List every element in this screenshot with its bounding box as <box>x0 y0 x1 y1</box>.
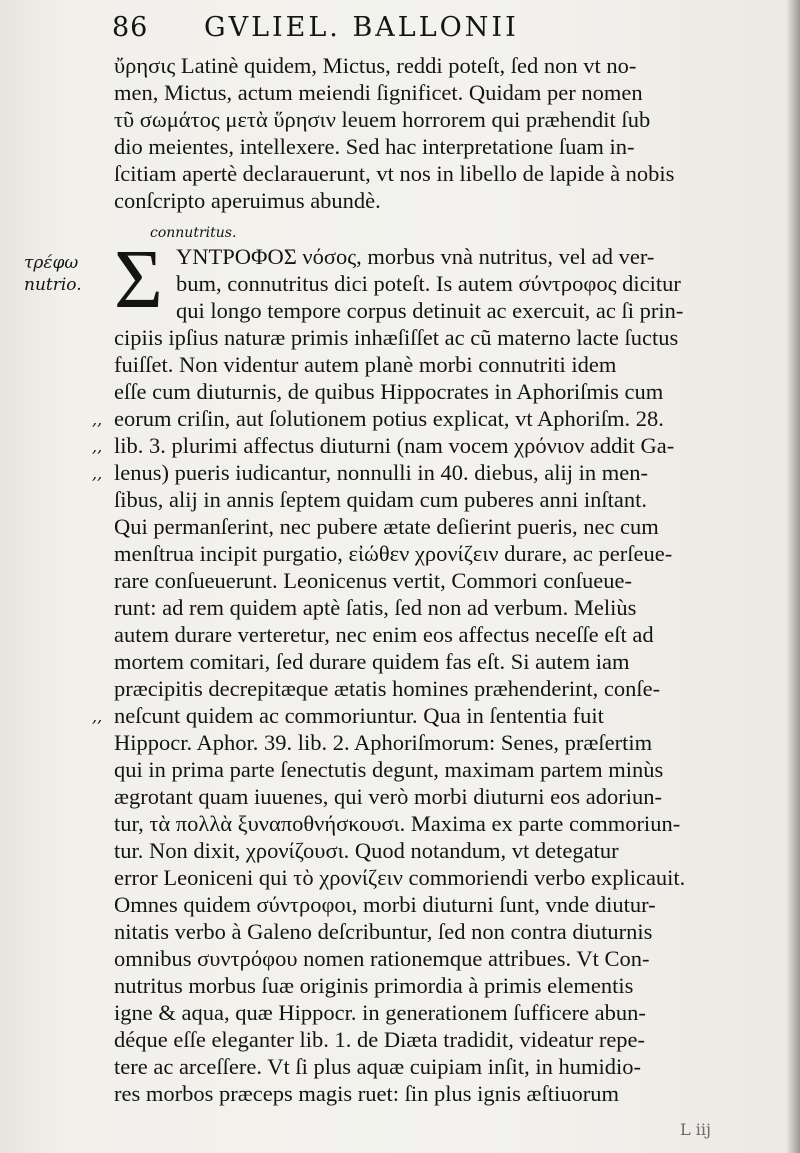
text-line: nitatis verbo à Galeno deſcribuntur, ſed non contra diuturnis <box>114 919 653 944</box>
marginal-quote-mark: ,, <box>92 437 103 456</box>
text-line: Qui permanſerint, nec pubere ætate deſierint pueris, nec cum <box>114 514 659 539</box>
text-line: déque eſſe eleganter lib. 1. de Diæta tradidit, videatur repe- <box>114 1027 646 1052</box>
signature-mark: L iij <box>680 1120 711 1139</box>
text-line: præcipitis decrepitæque ætatis homines præhenderint, conſe- <box>114 676 661 701</box>
paragraph-2 <box>114 243 750 1107</box>
text-line: dio meientes, intellexere. Sed hac interpretatione ſuam in- <box>114 134 635 159</box>
paragraph-1 <box>114 52 750 214</box>
text-line: bum, connutritus dici poteſt. Is autem σύντροφος dicitur <box>176 271 681 296</box>
marginal-quote-mark: ,, <box>92 464 103 483</box>
handwritten-margin-note <box>24 252 82 296</box>
text-line: mortem comitari, ſed durare quidem fas eſt. Si autem iam <box>114 649 630 674</box>
text-line: qui in prima parte ſenectutis degunt, maximam partem minùs <box>114 757 664 782</box>
running-title: GVLIEL. BALLONII <box>204 12 519 43</box>
margin-note-line: τρέφω <box>24 253 79 273</box>
text-line: τῦ σωμάτος μετὰ ὕρησιν leuem horrorem qui præhendit ſub <box>114 107 651 132</box>
text-line: eſſe cum diuturnis, de quibus Hippocrates in Aphoriſmis cum <box>114 379 664 404</box>
text-line: lib. 3. plurimi affectus diuturni (nam vocem χρόνιον addit Ga- <box>114 433 675 458</box>
text-line: igne & aqua, quæ Hippocr. in generationem ſufficere abun- <box>114 1000 646 1025</box>
drop-cap-initial: Σ <box>114 233 163 326</box>
text-line: eorum criſin, aut ſolutionem potius explicat, vt Aphoriſm. 28. <box>114 406 664 431</box>
text-line: tere ac arceſſere. Vt ſi plus aquæ cuipiam inſit, in humidio- <box>114 1054 641 1079</box>
text-line: tur. Non dixit, χρονίζουσι. Quod notandum, vt detegatur <box>114 838 619 863</box>
marginal-quote-mark: ,, <box>92 707 103 726</box>
text-line: cipiis ipſius naturæ primis inhæſiſſet ac cũ materno lacte ſuctus <box>114 325 679 350</box>
page-header <box>112 12 742 48</box>
text-line: ſibus, alij in annis ſeptem quidam cum puberes anni inſtant. <box>114 487 648 512</box>
text-line: lenus) pueris iudicantur, nonnulli in 40. diebus, alij in men- <box>114 460 649 485</box>
text-line: rare conſueuerunt. Leonicenus vertit, Commori conſueue- <box>114 568 632 593</box>
margin-note-line: nutrio. <box>24 275 82 295</box>
text-line: runt: ad rem quidem aptè ſatis, ſed non ad verbum. Meliùs <box>114 595 637 620</box>
text-line: ὔρησις Latinè quidem, Mictus, reddi poteſt, ſed non vt no- <box>114 53 637 78</box>
text-line: fuiſſet. Non videntur autem planè morbi connutriti idem <box>114 352 617 377</box>
text-line: Omnes quidem σύντροφοι, morbi diuturni ſunt, vnde diutur- <box>114 892 656 917</box>
text-line: res morbos præceps magis ruet: ſin plus ignis æſtiuorum <box>114 1081 619 1106</box>
text-line: omnibus συντρόφου nomen rationemque attribues. Vt Con- <box>114 946 650 971</box>
text-line: menſtrua incipit purgatio, εἰώθεν χρονίζειν durare, ac perſeue- <box>114 541 673 566</box>
text-line: error Leoniceni qui τὸ χρονίζειν commoriendi verbo explicauit. <box>114 865 686 890</box>
marginal-quote-mark: ,, <box>92 410 103 429</box>
text-line: neſcunt quidem ac commoriuntur. Qua in ſententia fuit <box>114 703 604 728</box>
text-line: nutritus morbus ſuæ originis primordia à primis elementis <box>114 973 634 998</box>
page-number: 86 <box>112 12 149 43</box>
text-line: men, Mictus, actum meiendi ſignificet. Quidam per nomen <box>114 80 643 105</box>
text-line: conſcripto aperuimus abundè. <box>114 188 381 213</box>
text-line: ſcitiam apertè declarauerunt, vt nos in libello de lapide à nobis <box>114 161 675 186</box>
text-line: qui longo tempore corpus detinuit ac exercuit, ac ſi prin- <box>176 298 684 323</box>
text-line: autem durare verteretur, nec enim eos affectus neceſſe eſt ad <box>114 622 654 647</box>
text-line: ægrotant quam iuuenes, qui verò morbi diuturni eos adoriun- <box>114 784 663 809</box>
text-line: ΥΝΤΡΟΦΟΣ νόσος, morbus vnà nutritus, vel ad ver- <box>176 244 655 269</box>
text-line: tur, τὰ πολλὰ ξυναποθνήσκουσι. Maxima ex parte commoriun- <box>114 811 681 836</box>
handwritten-interlinear-note: connutritus. <box>150 225 237 241</box>
page-edge-shadow <box>786 0 800 1153</box>
text-line: Hippocr. Aphor. 39. lib. 2. Aphoriſmorum: Senes, præſertim <box>114 730 653 755</box>
